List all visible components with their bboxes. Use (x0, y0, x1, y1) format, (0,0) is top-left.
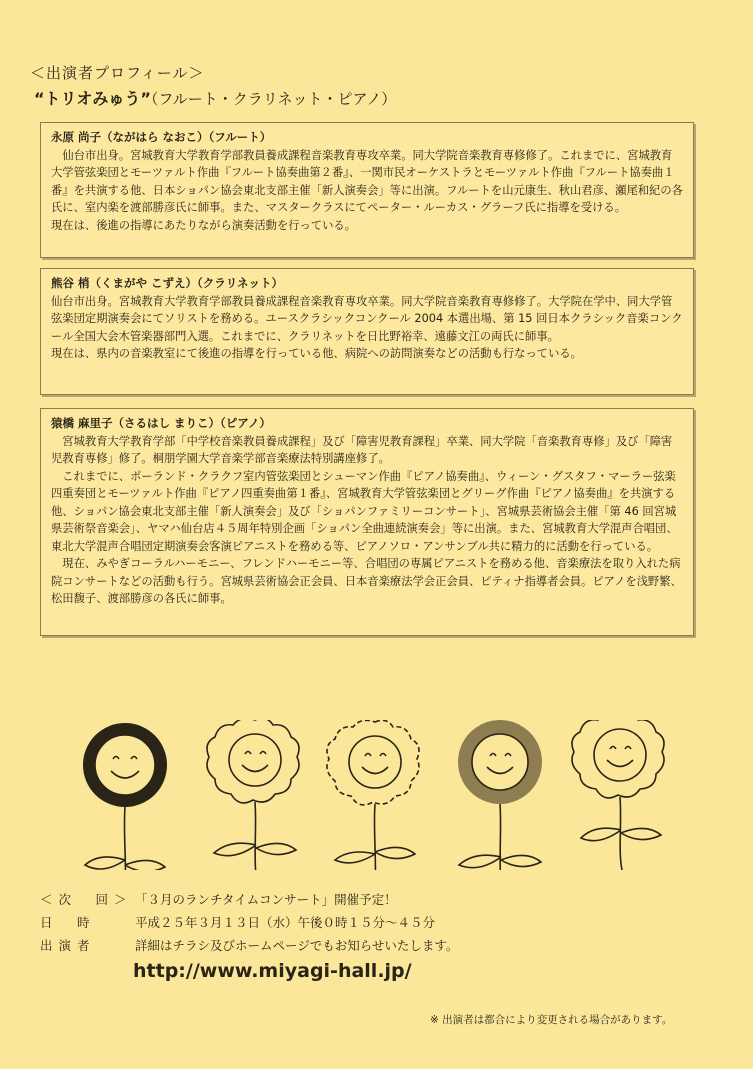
website-link[interactable]: http://www.miyagi-hall.jp/ (133, 960, 412, 982)
performer-name: 猿橋 麻里子（さるはし まりこ）（ピアノ） (51, 416, 271, 430)
datetime-label: 日 時 (40, 915, 96, 930)
profile-box-piano (40, 408, 694, 636)
profile-text: これまでに、ポーランド・クラクフ室内管弦楽団とシューマン作曲『ピアノ協奏曲』、ウィーン・グスタフ・マーラー弦楽四重奏団とモーツァルト作曲『ピアノ四重奏曲第１番』、宮城教育大学管弦楽団とグリーグ作曲『ピアノ協奏曲』を共演する他、ショパン協会東北支部主催「新人演奏会」及び「ショパンファミリーコンサート」、宮城県芸術協会主催「第 46 回宮城県芸術祭音楽会」、ヤマハ仙台店４５周年特別企画「ショパン全曲連続演奏会」等に出演。また、宮城教育大学混声合唱団、東北大学混声合唱団定期演奏会客演ピアニストを務める等、ピアノソロ・アンサンブル共に精力的に活動を行っている。 (51, 469, 678, 553)
profile-text: 現在は、県内の音楽教室にて後進の指導を行っている他、病院への訪問演奏などの活動も行なっている。 (51, 347, 582, 360)
flower-icon (83, 720, 664, 870)
flowers-illustration (70, 720, 690, 870)
performers-value: 詳細はチラシ及びホームページでもお知らせいたします。 (135, 938, 459, 953)
profile-text: 宮城教育大学教育学部「中学校音楽教員養成課程」及び「障害児教育課程」卒業、同大学院「音楽教育専修」及び「障害児教育専修」修了。桐朋学園大学音楽学部音楽療法特別講座修了。 (51, 434, 673, 465)
profile-text: 現在、みやぎコーラルハーモニー、フレンドハーモニー等、合唱団の専属ピアニストを務める他、音楽療法を取り入れた病院コンサートなどの活動も行う。宮城県芸術協会正会員、日本音楽療法学会正会員、ピティナ指導者会員。ピアノを浅野繁、松田馥子、渡部勝彦の各氏に師事。 (51, 557, 682, 605)
profile-text: 仙台市出身。宮城教育大学教育学部教員養成課程音楽教育専攻卒業。同大学院音楽教育専修修了。これまでに、宮城教育大学管弦楽団とモーツァルト作曲『フルート協奏曲第２番』、一関市民オーケストラとモーツァルト作曲『フルート協奏曲１番』を共演する他、日本ショパン協会東北支部主催「新人演奏会」等に出演。フルートを山元康生、秋山君彦、瀬尾和紀の各氏に、室内楽を渡部勝彦氏に師事。また、マスタークラスにてペーター・ルーカス・グラーフ氏に指導を受ける。 (51, 148, 683, 214)
group-heading (34, 86, 396, 109)
performers-label: 出演者 (40, 938, 96, 953)
profile-text: 仙台市出身。宮城教育大学教育学部教員養成課程音楽教育専攻卒業。同大学院音楽教育専修修了。大学院在学中、同大学管弦楽団定期演奏会にてソリストを務める。ユースクラシックコンクール 2004 本選出場、第 15 回日本クラシック音楽コンクール全国大会木管楽器部門入選。これまでに、クラリネットを日比野裕幸、遠藤文江の両氏に師事。 (51, 294, 683, 343)
performer-name: 熊谷 梢（くまがや こずえ）（クラリネット） (51, 276, 284, 290)
profile-box-flute (40, 122, 694, 258)
datetime-value: 平成２５年３月１３日（水）午後０時１５分～４５分 (135, 915, 436, 930)
footnote: ※ 出演者は都合により変更される場合があります。 (430, 1014, 673, 1026)
section-title: ＜出演者プロフィール＞ (30, 64, 205, 82)
group-name: “トリオみゅう” (34, 89, 151, 108)
next-title: 「３月のランチタイムコンサート」開催予定！ (135, 892, 397, 907)
next-label: ＜次 回＞ (40, 892, 133, 907)
group-instruments: （フルート・クラリネット・ピアノ） (150, 90, 397, 108)
profile-box-clarinet (40, 268, 694, 395)
next-concert-info (40, 890, 458, 959)
performer-name: 永原 尚子（ながはら なおこ）（フルート） (51, 130, 272, 144)
profile-text: 現在は、後進の指導にあたりながら演奏活動を行っている。 (51, 218, 357, 232)
